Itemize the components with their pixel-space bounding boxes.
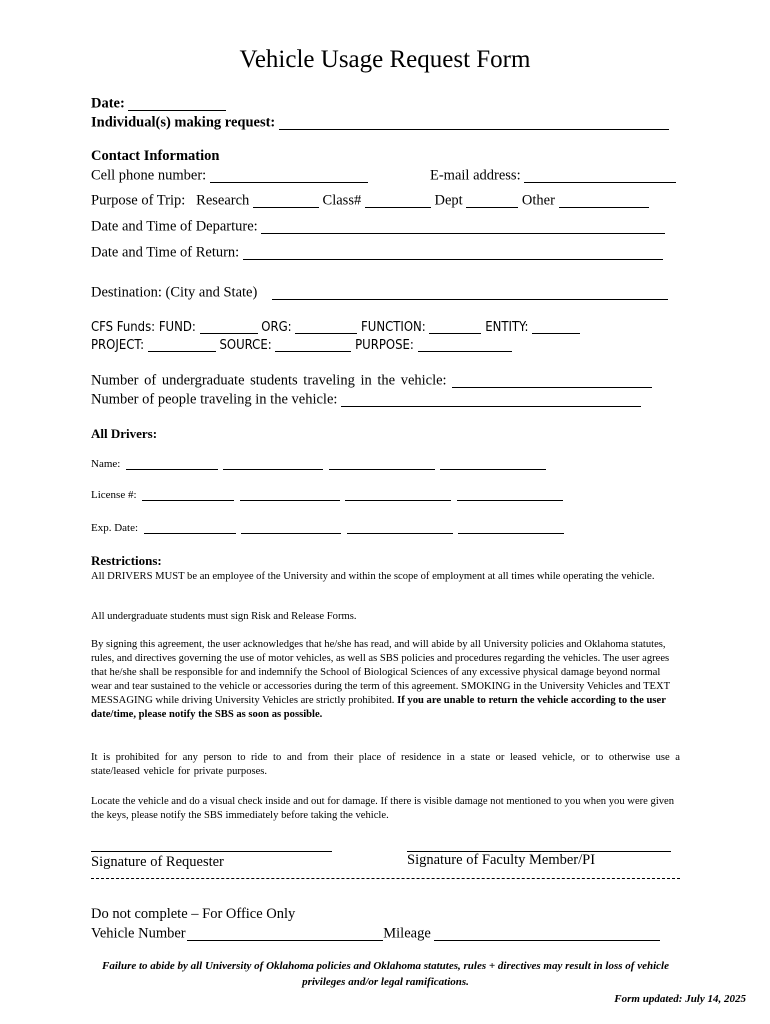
departure-label: Date and Time of Departure: xyxy=(91,218,258,235)
return-label: Date and Time of Return: xyxy=(91,244,240,261)
driver-license-row xyxy=(91,489,563,501)
driver-name-field-4[interactable] xyxy=(440,458,546,470)
org-field[interactable] xyxy=(295,320,357,334)
purpose-fund-field[interactable] xyxy=(418,338,512,352)
source-field[interactable] xyxy=(275,338,351,352)
dept-field[interactable] xyxy=(466,192,518,208)
email-row xyxy=(430,167,676,185)
source-label: SOURCE: xyxy=(219,338,272,353)
driver-name-field-2[interactable] xyxy=(223,458,323,470)
restrictions-heading: Restrictions: xyxy=(91,553,162,568)
undergrad-row xyxy=(91,372,652,390)
driver-license-label: License #: xyxy=(91,489,137,501)
driver-license-field-1[interactable] xyxy=(142,489,234,501)
org-label: ORG: xyxy=(261,320,292,335)
drivers-heading: All Drivers: xyxy=(91,426,158,441)
restriction-paragraph-1: All DRIVERS MUST be an employee of the University and within the scope of employment at all times while operating the vehicle. xyxy=(91,571,655,582)
restriction-paragraph-4: It is prohibited for any person to ride to and from their place of residence in a state or leased vehicle, or to otherwise use a state/leased vehicle for private purposes. xyxy=(91,752,680,777)
driver-license-field-2[interactable] xyxy=(240,489,340,501)
requester-signature-line[interactable] xyxy=(91,851,332,852)
vehicle-number-field[interactable] xyxy=(187,925,383,941)
cfs-row-1 xyxy=(91,320,580,335)
entity-field[interactable] xyxy=(532,320,580,334)
other-field[interactable] xyxy=(559,192,649,208)
cell-label: Cell phone number: xyxy=(91,167,207,184)
restriction-paragraph-3 xyxy=(91,638,680,722)
departure-field[interactable] xyxy=(261,218,665,234)
purpose-row xyxy=(91,192,649,210)
cell-row xyxy=(91,167,368,185)
email-field[interactable] xyxy=(524,167,676,183)
form-updated: Form updated: July 14, 2025 xyxy=(614,993,746,1005)
class-field[interactable] xyxy=(365,192,431,208)
driver-exp-label: Exp. Date: xyxy=(91,522,139,534)
date-row xyxy=(91,95,226,113)
contact-heading: Contact Information xyxy=(91,148,220,164)
driver-name-field-3[interactable] xyxy=(329,458,435,470)
purpose-option-research: Research xyxy=(196,192,250,209)
driver-license-field-4[interactable] xyxy=(457,489,563,501)
people-row xyxy=(91,391,641,409)
vehicle-number-label: Vehicle Number xyxy=(91,925,186,942)
page-title: Vehicle Usage Request Form xyxy=(239,46,531,73)
office-heading: Do not complete – For Office Only xyxy=(91,906,296,922)
driver-exp-field-2[interactable] xyxy=(241,522,341,534)
restriction-paragraph-3-bold: If you are unable to return the vehicle according to the user date/time, please notify the SBS as soon as possible. xyxy=(91,695,666,720)
date-label: Date: xyxy=(91,95,125,112)
undergrad-label: Number of undergraduate students traveling in the vehicle: xyxy=(91,372,447,389)
return-row xyxy=(91,244,663,262)
individuals-row xyxy=(91,114,669,132)
driver-exp-row xyxy=(91,522,564,534)
cfs-row-2 xyxy=(91,338,512,353)
faculty-signature-label: Signature of Faculty Member/PI xyxy=(407,852,596,868)
departure-row xyxy=(91,218,665,236)
footer-warning: Failure to abide by all University of Oklahoma policies and Oklahoma statutes, rules + directives may result in loss of vehicle privileges and/or legal ramifications. xyxy=(102,960,669,988)
driver-name-field-1[interactable] xyxy=(126,458,218,470)
mileage-label: Mileage xyxy=(383,925,431,942)
return-field[interactable] xyxy=(243,244,663,260)
research-field[interactable] xyxy=(253,192,319,208)
email-label: E-mail address: xyxy=(430,167,521,184)
purpose-option-class: Class# xyxy=(322,192,362,209)
mileage-field[interactable] xyxy=(434,925,660,941)
driver-exp-field-4[interactable] xyxy=(458,522,564,534)
people-field[interactable] xyxy=(341,391,641,407)
driver-name-row xyxy=(91,458,546,470)
individuals-field[interactable] xyxy=(279,114,669,130)
purpose-fund-label: PURPOSE: xyxy=(355,338,414,353)
office-divider xyxy=(91,878,680,879)
purpose-option-dept: Dept xyxy=(434,192,463,209)
driver-name-label: Name: xyxy=(91,458,121,470)
purpose-option-other: Other xyxy=(521,192,555,209)
project-field[interactable] xyxy=(148,338,216,352)
restriction-paragraph-2: All undergraduate students must sign Risk and Release Forms. xyxy=(91,611,357,622)
individuals-label: Individual(s) making request: xyxy=(91,114,276,131)
driver-exp-field-3[interactable] xyxy=(347,522,453,534)
restriction-paragraph-5: Locate the vehicle and do a visual check inside and out for damage. If there is visible damage not mentioned to you when you were given the keys, please notify the SBS immediately before taking the vehicle. xyxy=(91,796,675,821)
driver-exp-field-1[interactable] xyxy=(144,522,236,534)
destination-label: Destination: (City and State) xyxy=(91,284,258,301)
undergrad-field[interactable] xyxy=(452,372,652,388)
office-row xyxy=(91,925,660,943)
project-label: PROJECT: xyxy=(91,338,145,353)
date-field[interactable] xyxy=(128,95,226,111)
purpose-label: Purpose of Trip: xyxy=(91,192,186,209)
restriction-paragraph-3-text: By signing this agreement, the user acknowledges that he/she has read, and will abide by all University policies and Oklahoma statutes, rules, and directives governing the use of motor vehicles, as well as SBS policies and procedures regarding the vehicles. The user agrees that he/she shall be responsible for and indemnify the School of Biological Sciences of any excessive physical damage beyond normal wear and tear sustained to the vehicle or accessories during the term of this agreement. SMOKING in the University Vehicles and TEXT MESSAGING while driving University Vehicles are strictly prohibited. xyxy=(91,639,670,706)
driver-license-field-3[interactable] xyxy=(345,489,451,501)
fund-label: CFS Funds: FUND: xyxy=(91,320,196,335)
destination-field[interactable] xyxy=(272,284,668,300)
people-label: Number of people traveling in the vehicle: xyxy=(91,391,338,408)
requester-signature-label: Signature of Requester xyxy=(91,854,224,870)
entity-label: ENTITY: xyxy=(485,320,529,335)
function-label: FUNCTION: xyxy=(361,320,426,335)
fund-field[interactable] xyxy=(200,320,258,334)
function-field[interactable] xyxy=(429,320,481,334)
cell-field[interactable] xyxy=(210,167,368,183)
destination-row xyxy=(91,284,668,302)
